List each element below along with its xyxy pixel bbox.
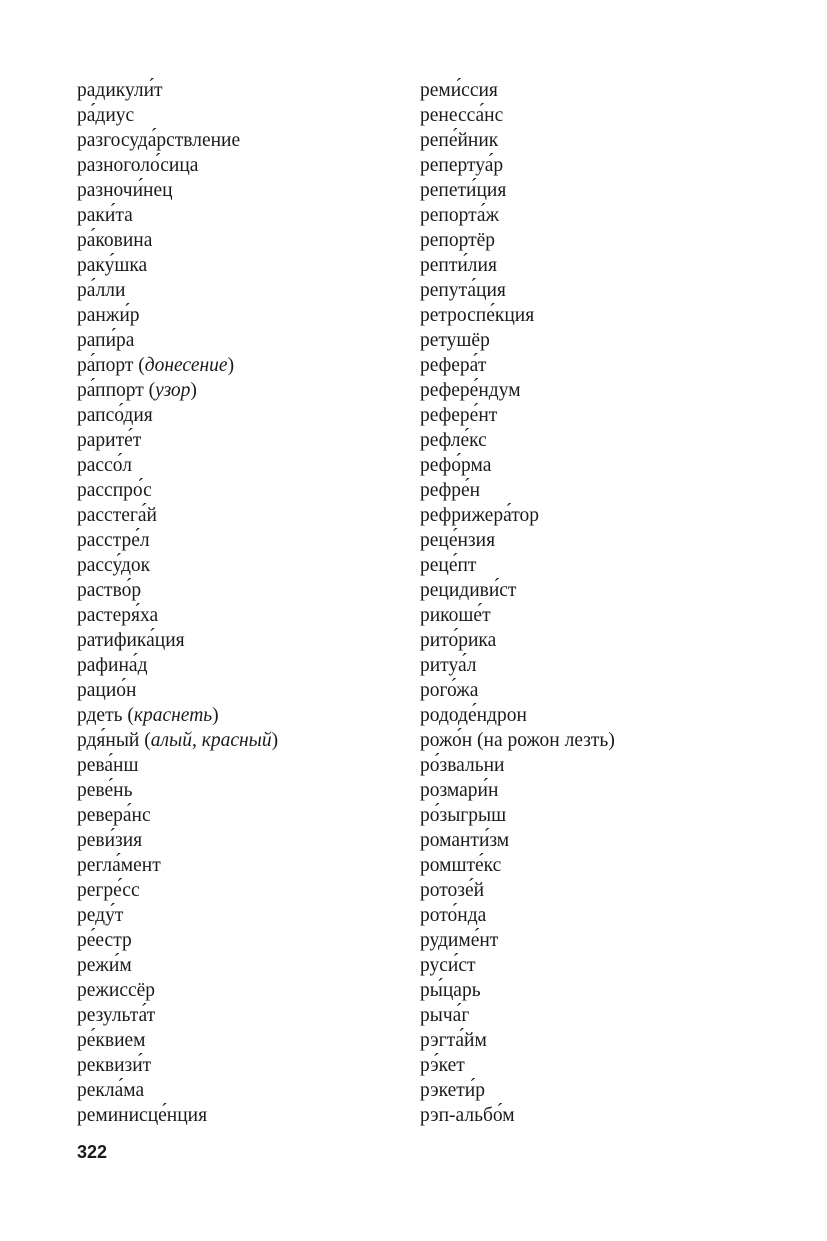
entry-word: рассу́док xyxy=(77,555,151,576)
dictionary-entry xyxy=(420,253,750,278)
dictionary-entry xyxy=(420,303,750,328)
entry-word: рекла́ма xyxy=(77,1080,145,1101)
entry-note: донесение xyxy=(144,355,228,376)
entry-word: расстега́й xyxy=(77,505,157,526)
entry-word: реминисце́нция xyxy=(77,1105,208,1126)
entry-word: реве́нь xyxy=(77,780,133,801)
entry-word: ро́зыгрыш xyxy=(420,805,507,826)
dictionary-entry xyxy=(77,403,407,428)
entry-word: ритуа́л xyxy=(420,655,477,676)
dictionary-entry xyxy=(420,553,750,578)
dictionary-entry xyxy=(77,278,407,303)
dictionary-entry xyxy=(420,703,750,728)
entry-word: ра́лли xyxy=(77,280,126,301)
dictionary-entry xyxy=(420,153,750,178)
entry-word: ратифика́ция xyxy=(77,630,185,651)
dictionary-entry xyxy=(420,828,750,853)
entry-word: рефере́ндум xyxy=(420,380,521,401)
dictionary-entry xyxy=(77,878,407,903)
dictionary-entry xyxy=(420,228,750,253)
entry-word: ра́ковина xyxy=(77,230,153,251)
entry-word: реви́зия xyxy=(77,830,143,851)
entry-word: репортёр xyxy=(420,230,496,251)
entry-word: ра́диус xyxy=(77,105,135,126)
dictionary-entry xyxy=(77,153,407,178)
dictionary-entry xyxy=(77,253,407,278)
dictionary-entry xyxy=(420,928,750,953)
entry-word: раку́шка xyxy=(77,255,148,276)
dictionary-entry xyxy=(420,1053,750,1078)
dictionary-entry xyxy=(77,428,407,453)
dictionary-entry xyxy=(77,1078,407,1103)
entry-word: ра́порт xyxy=(77,355,134,376)
dictionary-entry xyxy=(77,628,407,653)
dictionary-entry xyxy=(420,1028,750,1053)
entry-word: рапи́ра xyxy=(77,330,135,351)
page-number: 322 xyxy=(77,1142,108,1162)
entry-word: реми́ссия xyxy=(420,80,498,101)
dictionary-entry xyxy=(420,353,750,378)
entry-word: разгосуда́рствление xyxy=(77,130,241,151)
dictionary-entry xyxy=(77,228,407,253)
right-column xyxy=(420,78,750,1128)
dictionary-entry xyxy=(77,678,407,703)
entry-word: рецидиви́ст xyxy=(420,580,517,601)
entry-word: расстре́л xyxy=(77,530,150,551)
entry-word: рожо́н (на рожон лезть) xyxy=(420,730,615,751)
dictionary-entry xyxy=(420,578,750,603)
dictionary-entry xyxy=(420,503,750,528)
entry-word: растеря́ха xyxy=(77,605,159,626)
entry-word: рефрижера́тор xyxy=(420,505,539,526)
dictionary-entry xyxy=(77,703,407,728)
entry-word: ре́естр xyxy=(77,930,132,951)
entry-word: рыча́г xyxy=(420,1005,470,1026)
dictionary-entry xyxy=(77,603,407,628)
entry-word: результа́т xyxy=(77,1005,156,1026)
dictionary-entry xyxy=(77,1053,407,1078)
entry-note: алый, красный xyxy=(150,730,272,751)
dictionary-entry xyxy=(420,1003,750,1028)
dictionary-entry xyxy=(420,178,750,203)
dictionary-entry xyxy=(420,203,750,228)
entry-word: реце́нзия xyxy=(420,530,496,551)
dictionary-entry xyxy=(420,628,750,653)
close-paren: ) xyxy=(190,380,197,401)
dictionary-entry xyxy=(77,103,407,128)
dictionary-entry xyxy=(420,428,750,453)
dictionary-entry xyxy=(420,1103,750,1128)
dictionary-entry xyxy=(420,878,750,903)
dictionary-entry xyxy=(77,78,407,103)
dictionary-entry xyxy=(77,653,407,678)
entry-note: краснеть xyxy=(133,705,213,726)
entry-word: репети́ция xyxy=(420,180,507,201)
entry-word: рдеть xyxy=(77,705,123,726)
entry-word: романти́зм xyxy=(420,830,510,851)
close-paren: ) xyxy=(271,730,279,751)
dictionary-entry xyxy=(77,128,407,153)
dictionary-entry xyxy=(77,1028,407,1053)
entry-word: розмари́н xyxy=(420,780,499,801)
dictionary-entry xyxy=(77,753,407,778)
dictionary-entry xyxy=(77,178,407,203)
dictionary-entry xyxy=(420,678,750,703)
dictionary-entry xyxy=(77,978,407,1003)
dictionary-entry xyxy=(420,978,750,1003)
entry-word: реце́пт xyxy=(420,555,477,576)
entry-word: рого́жа xyxy=(420,680,479,701)
entry-word: репорта́ж xyxy=(420,205,499,226)
entry-word: режи́м xyxy=(77,955,132,976)
entry-word: руси́ст xyxy=(420,955,476,976)
dictionary-entry xyxy=(420,753,750,778)
entry-word: рэкети́р xyxy=(420,1080,485,1101)
dictionary-entry xyxy=(420,1078,750,1103)
close-paren: ) xyxy=(212,705,219,726)
entry-word: расспро́с xyxy=(77,480,152,501)
dictionary-entry xyxy=(77,903,407,928)
dictionary-entry xyxy=(77,778,407,803)
dictionary-entry xyxy=(420,328,750,353)
entry-word: ретроспе́кция xyxy=(420,305,535,326)
dictionary-entry xyxy=(77,478,407,503)
dictionary-entry xyxy=(77,503,407,528)
entry-word: регре́сс xyxy=(77,880,140,901)
entry-word: раство́р xyxy=(77,580,142,601)
entry-word: разночи́нец xyxy=(77,180,173,201)
entry-word: регла́мент xyxy=(77,855,161,876)
entry-word: репти́лия xyxy=(420,255,497,276)
dictionary-entry xyxy=(77,853,407,878)
dictionary-entry xyxy=(77,803,407,828)
entry-word: ра́ппорт xyxy=(77,380,144,401)
dictionary-entry xyxy=(420,853,750,878)
open-paren: ( xyxy=(143,380,156,401)
entry-word: реквизи́т xyxy=(77,1055,152,1076)
dictionary-entry xyxy=(77,328,407,353)
dictionary-entry xyxy=(77,453,407,478)
dictionary-entry xyxy=(420,103,750,128)
entry-word: рододе́ндрон xyxy=(420,705,527,726)
dictionary-entry xyxy=(420,653,750,678)
entry-word: ренесса́нс xyxy=(420,105,504,126)
entry-word: раки́та xyxy=(77,205,133,226)
entry-word: ранжи́р xyxy=(77,305,140,326)
dictionary-entry xyxy=(420,603,750,628)
dictionary-entry xyxy=(77,353,407,378)
entry-word: рапсо́дия xyxy=(77,405,153,426)
dictionary-entry xyxy=(420,478,750,503)
entry-word: рэп-альбо́м xyxy=(420,1105,515,1126)
close-paren: ) xyxy=(227,355,235,376)
open-paren: ( xyxy=(139,730,151,751)
entry-word: радикули́т xyxy=(77,80,163,101)
entry-word: рефо́рма xyxy=(420,455,492,476)
dictionary-entry xyxy=(77,828,407,853)
dictionary-entry xyxy=(420,778,750,803)
dictionary-entry xyxy=(420,803,750,828)
entry-word: рэ́кет xyxy=(420,1055,465,1076)
entry-word: рудиме́нт xyxy=(420,930,499,951)
dictionary-entry xyxy=(77,378,407,403)
dictionary-entry xyxy=(77,578,407,603)
entry-word: ро́звальни xyxy=(420,755,505,776)
entry-word: рефле́кс xyxy=(420,430,487,451)
dictionary-entry xyxy=(420,953,750,978)
entry-word: репе́йник xyxy=(420,130,499,151)
entry-word: рото́нда xyxy=(420,905,487,926)
entry-word: рацио́н xyxy=(77,680,137,701)
dictionary-entry xyxy=(77,203,407,228)
dictionary-entry xyxy=(420,728,750,753)
dictionary-entry xyxy=(420,78,750,103)
open-paren: ( xyxy=(122,705,134,726)
entry-word: реду́т xyxy=(77,905,124,926)
entry-word: режиссёр xyxy=(77,980,156,1001)
entry-word: рикоше́т xyxy=(420,605,491,626)
entry-word: ре́квием xyxy=(77,1030,146,1051)
dictionary-entry xyxy=(420,278,750,303)
entry-word: ры́царь xyxy=(420,980,481,1001)
entry-word: ретушёр xyxy=(420,330,490,351)
dictionary-entry xyxy=(420,528,750,553)
dictionary-entry xyxy=(420,903,750,928)
dictionary-entry xyxy=(420,128,750,153)
dictionary-entry xyxy=(420,403,750,428)
entry-word: рарите́т xyxy=(77,430,142,451)
entry-word: рафина́д xyxy=(77,655,148,676)
entry-note: узор xyxy=(155,380,191,401)
dictionary-entry xyxy=(420,453,750,478)
entry-word: рито́рика xyxy=(420,630,497,651)
entry-word: рефре́н xyxy=(420,480,481,501)
entry-word: рэгта́йм xyxy=(420,1030,487,1051)
entry-word: рефера́т xyxy=(420,355,487,376)
dictionary-entry xyxy=(77,1003,407,1028)
entry-word: рефере́нт xyxy=(420,405,498,426)
dictionary-entry xyxy=(77,1103,407,1128)
entry-word: рева́нш xyxy=(77,755,139,776)
entry-word: репертуа́р xyxy=(420,155,504,176)
entry-word: ревера́нс xyxy=(77,805,151,826)
entry-word: рассо́л xyxy=(77,455,132,476)
dictionary-entry xyxy=(77,528,407,553)
entry-word: ротозе́й xyxy=(420,880,485,901)
dictionary-entry xyxy=(77,953,407,978)
left-column xyxy=(77,78,407,1128)
entry-word: разноголо́сица xyxy=(77,155,199,176)
dictionary-entry xyxy=(420,378,750,403)
dictionary-entry xyxy=(77,728,407,753)
dictionary-entry xyxy=(77,553,407,578)
entry-word: рдя́ный xyxy=(77,730,140,751)
entry-word: репута́ция xyxy=(420,280,506,301)
entry-word: ромште́кс xyxy=(420,855,502,876)
open-paren: ( xyxy=(133,355,145,376)
dictionary-entry xyxy=(77,928,407,953)
dictionary-entry xyxy=(77,303,407,328)
